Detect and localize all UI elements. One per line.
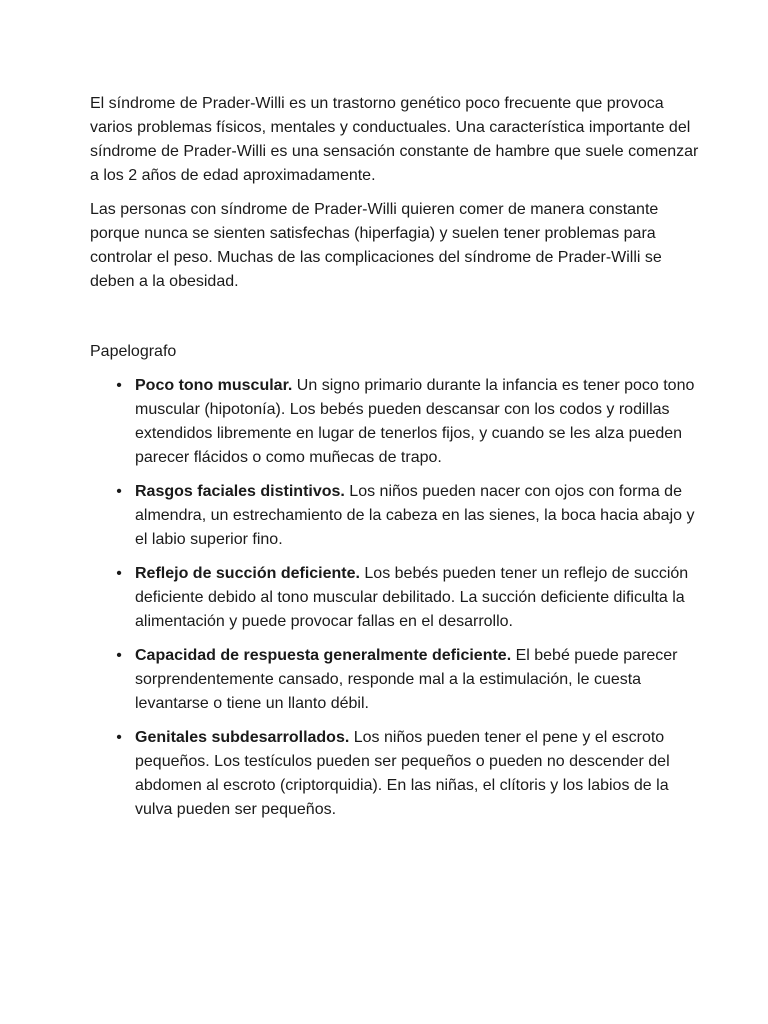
list-item	[90, 644, 708, 716]
list-item	[90, 374, 708, 470]
list-item-term: Genitales subdesarrollados.	[135, 729, 350, 746]
bullet-icon: •	[116, 377, 122, 394]
intro-paragraph-1: El síndrome de Prader-Willi es un trastorno genético poco frecuente que provoca varios problemas físicos, mentales y conductuales. Una característica importante del síndrome de Prader-Willi es una sensación constante de hambre que suele comenzar a los 2 años de edad aproximadamente.	[90, 95, 699, 184]
bullet-icon: •	[116, 729, 122, 746]
list-item-text: Los niños pueden tener el pene y el escroto pequeños. Los testículos pueden ser pequeños o pueden no descender del abdomen al escroto (criptorquidia). En las niñas, el clítoris y los labios de la vulva pueden ser pequeños.	[135, 729, 670, 818]
list-item-text: Los bebés pueden tener un reflejo de succión deficiente debido al tono muscular debilitado. La succión deficiente dificulta la alimentación y puede provocar fallas en el desarrollo.	[135, 565, 689, 630]
bullet-icon: •	[116, 647, 122, 664]
list-item-text: Los niños pueden nacer con ojos con forma de almendra, un estrechamiento de la cabeza en las sienes, la boca hacia abajo y el labio superior fino.	[135, 483, 695, 548]
bullet-icon: •	[116, 565, 122, 582]
list-item-term: Rasgos faciales distintivos.	[135, 483, 345, 500]
intro-paragraph-2: Las personas con síndrome de Prader-Willi quieren comer de manera constante porque nunca se sienten satisfechas (hiperfagia) y suelen tener problemas para controlar el peso. Muchas de las complicaciones del síndrome de Prader-Willi se deben a la obesidad.	[90, 201, 662, 290]
list-item-text: El bebé puede parecer sorprendentemente cansado, responde mal a la estimulación, le cuesta levantarse o tiene un llanto débil.	[135, 647, 678, 712]
list-item-term: Capacidad de respuesta generalmente deficiente.	[135, 647, 512, 664]
list-item-term: Poco tono muscular.	[135, 377, 293, 394]
bullet-icon: •	[116, 483, 122, 500]
list-item	[90, 726, 708, 822]
list-item-term: Reflejo de succión deficiente.	[135, 565, 360, 582]
list-item	[90, 480, 708, 552]
paragraph-spacer	[90, 304, 708, 340]
section-heading: Papelografo	[90, 343, 177, 360]
list-item-text: Un signo primario durante la infancia es tener poco tono muscular (hipotonía). Los bebés pueden descansar con los codos y rodillas extendidos libremente en lugar de tenerlos fijos, y cuando se les alza pueden parecer flácidos o como muñecas de trapo.	[135, 377, 695, 466]
bullet-list	[90, 374, 708, 822]
list-item	[90, 562, 708, 634]
